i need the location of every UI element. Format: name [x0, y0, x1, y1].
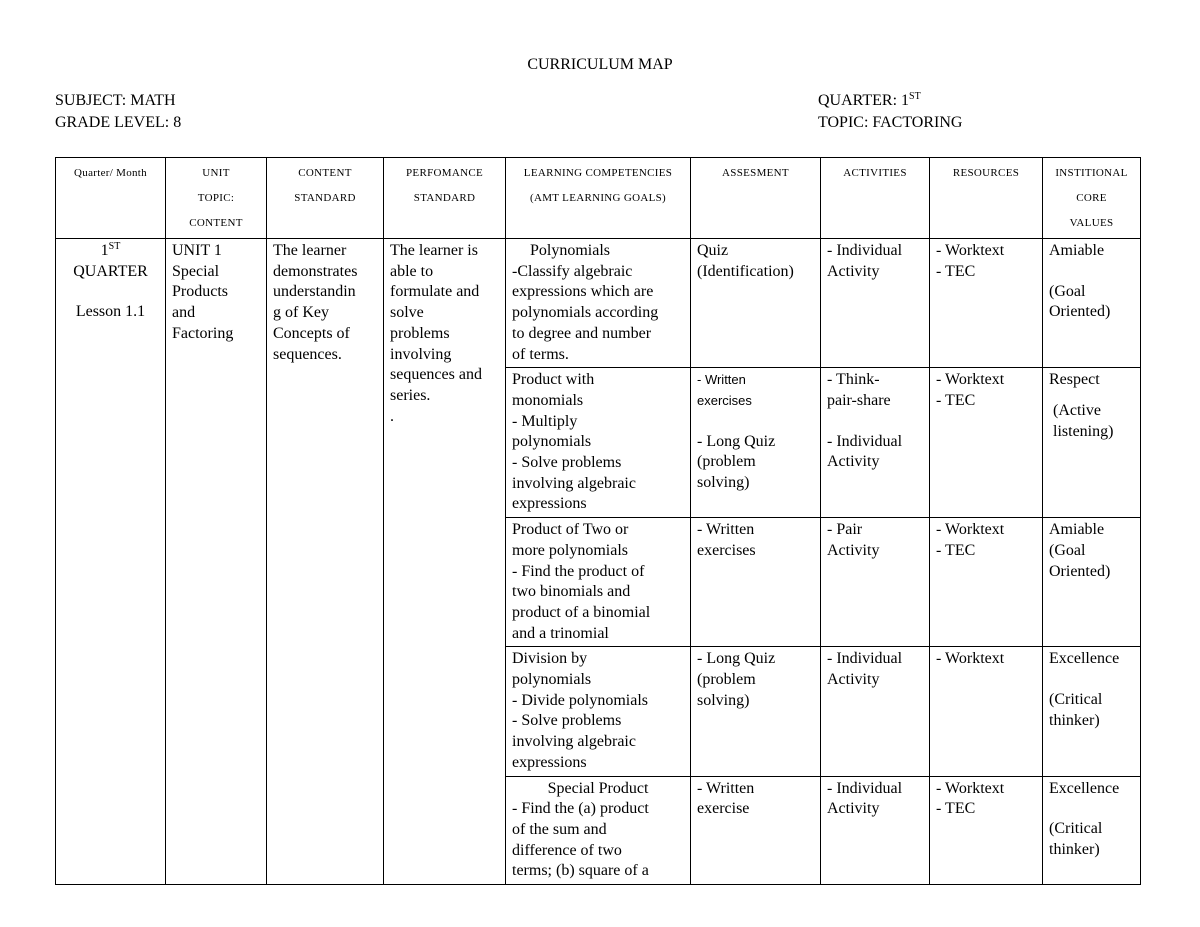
resources-cell: - Worktext - TEC — [930, 239, 1043, 368]
core-value: Amiable — [1049, 242, 1105, 259]
grade-level-line: GRADE LEVEL: 8 — [55, 114, 182, 131]
competency-cell: Product with monomials - Multiply polynomials - Solve problems involving algebraic expressions — [506, 368, 691, 518]
core-value-cell — [1043, 368, 1141, 518]
competency-body: -Classify algebraic expressions which are polynomials according to degree and number of terms. — [512, 262, 659, 363]
core-value-note: (Goal Oriented) — [1049, 282, 1111, 321]
activity-item: - Think- pair-share — [827, 371, 891, 409]
core-value-note: (Active listening) — [1053, 401, 1114, 440]
quarter-label: QUARTER — [73, 262, 148, 280]
activity-item-2: - Individual Activity — [827, 432, 903, 471]
competency-cell: Division by polynomials - Divide polynomials - Solve problems involving algebraic expressions — [506, 647, 691, 776]
activities-cell: - Individual Activity — [821, 647, 930, 776]
core-value: Excellence — [1049, 779, 1120, 797]
core-value-note: (Critical thinker) — [1049, 691, 1103, 729]
header-performance-standard: PERFOMANCE STANDARD — [384, 158, 506, 239]
header-core-values: INSTITIONAL CORE VALUES — [1043, 158, 1141, 239]
assessment-item-2: - Long Quiz (problem solving) — [697, 432, 776, 492]
core-value-cell — [1043, 776, 1141, 885]
resources-cell: - Worktext - TEC — [930, 776, 1043, 885]
subject-line: SUBJECT: MATH — [55, 92, 176, 109]
lesson-label: Lesson 1.1 — [75, 303, 146, 321]
header-resources: RESOURCES — [930, 158, 1043, 239]
activities-cell — [821, 368, 930, 518]
resources-cell: - Worktext - TEC — [930, 368, 1043, 518]
assessment-cell: Quiz (Identification) — [691, 239, 821, 368]
competency-cell: Product of Two or more polynomials - Find the product of two binomials and product of a binomial and a trinomial — [506, 518, 691, 647]
core-value-note: (Critical thinker) — [1049, 820, 1103, 858]
header-content-standard: CONTENT STANDARD — [267, 158, 384, 239]
curriculum-map-table — [55, 157, 1141, 885]
competency-body: - Find the (a) product of the sum and difference of two terms; (b) square of a — [512, 800, 649, 880]
activities-cell: - Individual Activity — [821, 776, 930, 885]
header-assessment: ASSESMENT — [691, 158, 821, 239]
document-title: CURRICULUM MAP — [527, 56, 673, 73]
header-learning-competencies: LEARNING COMPETENCIES (AMT LEARNING GOALS) — [506, 158, 691, 239]
header-quarter-month: Quarter/ Month — [56, 158, 166, 239]
assessment-cell: - Written exercises — [691, 518, 821, 647]
assessment-cell — [691, 368, 821, 518]
resources-cell: - Worktext — [930, 647, 1043, 776]
assessment-cell: - Written exercise — [691, 776, 821, 885]
header-unit-topic: UNIT TOPIC: CONTENT — [166, 158, 267, 239]
core-value: Respect — [1049, 371, 1100, 389]
content-standard-cell: The learner demonstrates understandin g of Key Concepts of sequences. — [267, 239, 384, 885]
quarter-number: 1ST — [100, 241, 121, 259]
core-value-cell — [1043, 647, 1141, 776]
header-activities: ACTIVITIES — [821, 158, 930, 239]
core-value-cell: Amiable (Goal Oriented) — [1043, 518, 1141, 647]
competency-title: Polynomials — [530, 242, 611, 259]
quarter-line: QUARTER: 1ST — [818, 91, 921, 109]
assessment-item: - Written exercises — [697, 372, 752, 408]
assessment-cell: - Long Quiz (problem solving) — [691, 647, 821, 776]
quarter-cell — [56, 239, 166, 885]
core-value: Excellence — [1049, 650, 1120, 668]
competency-title: Special Product — [547, 779, 649, 797]
topic-line: TOPIC: FACTORING — [818, 114, 963, 131]
resources-cell: - Worktext - TEC — [930, 518, 1043, 647]
meta-left — [55, 90, 181, 134]
activities-cell: - Individual Activity — [821, 239, 930, 368]
performance-standard-cell: The learner is able to formulate and solve problems involving sequences and series. . — [384, 239, 506, 885]
unit-topic-cell: UNIT 1 Special Products and Factoring — [166, 239, 267, 885]
competency-cell — [506, 776, 691, 885]
table-header-row — [56, 158, 1141, 239]
meta-right — [818, 90, 962, 134]
core-value-cell — [1043, 239, 1141, 368]
activities-cell: - Pair Activity — [821, 518, 930, 647]
competency-cell — [506, 239, 691, 368]
table-row — [56, 239, 1141, 368]
